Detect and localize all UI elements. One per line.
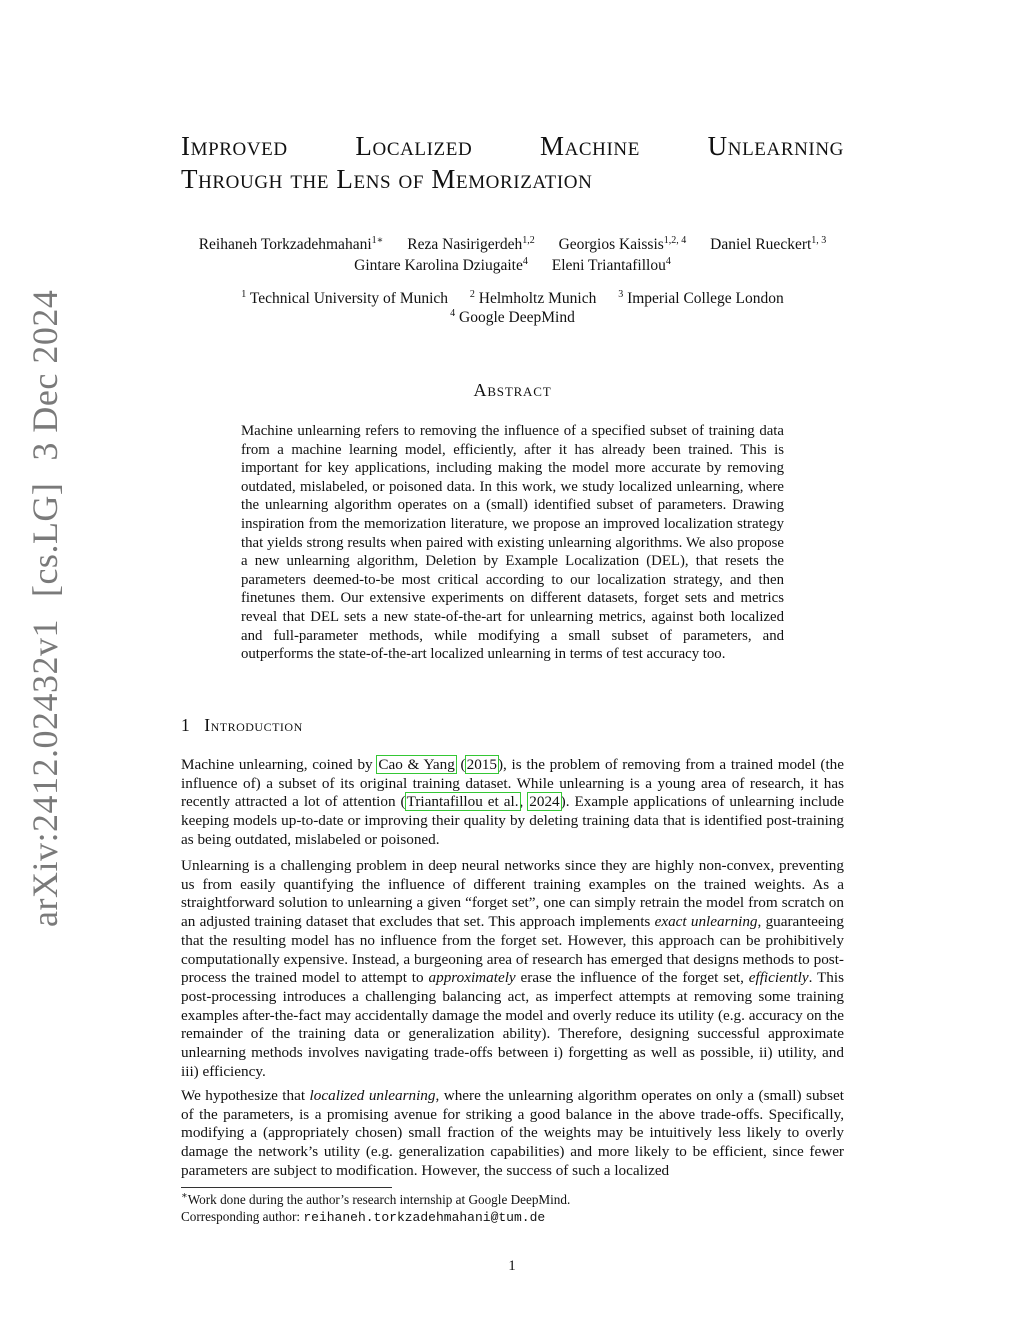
affiliation: $^4$ Google DeepMind xyxy=(450,307,575,326)
affiliation: $^3$ Imperial College London xyxy=(618,288,784,307)
footnote-rule xyxy=(181,1187,392,1188)
section-title: Introduction xyxy=(204,715,303,735)
title-word: Unlearning xyxy=(707,131,844,161)
affiliation: $^2$ Helmholtz Munich xyxy=(469,288,597,307)
affiliation-row xyxy=(160,289,865,308)
emphasis: exact unlearning xyxy=(654,913,758,931)
emphasis: efficiently xyxy=(748,969,809,987)
citation-link[interactable]: 2024 xyxy=(529,793,560,811)
author-row xyxy=(160,234,865,255)
email-link[interactable]: reihaneh.torkzadehmahani@tum.de xyxy=(303,1210,546,1225)
title-word: Improved xyxy=(181,131,288,161)
title-word: Machine xyxy=(539,131,640,161)
section-heading xyxy=(181,715,303,736)
arxiv-date: 3 Dec 2024 xyxy=(25,289,65,461)
footnotes xyxy=(181,1191,844,1226)
author: Reihaneh Torkzadehmahani$^{1∗}$ xyxy=(198,234,384,253)
arxiv-id: arXiv:2412.02432v1 xyxy=(25,619,65,927)
abstract-text: Machine unlearning refers to removing the influence of a specified subset of training data from a machine learning model, efficiently, after it has already been trained. This is important for key applications, including making the model more accurate by removing outdated, mislabeled, or poisoned data. In this work, we study localized unlearning, where the unlearning algorithm operates on a (small) identified subset of parameters. Drawing inspiration from the memorization literature, we propose an improved localization strategy that yields strong results when paired with existing unlearning algorithms. We also propose a new unlearning algorithm, Deletion by Example Localization (DEL), that resets the parameters deemed-to-be most critical according to our localization strategy, and then finetunes them. Our extensive experiments on different datasets, forget sets and metrics reveal that DEL sets a new state-of-the-art for unlearning metrics, against both localized and full-parameter methods, while modifying a small subset of parameters, and outperforms the state-of-the-art localized unlearning in terms of test accuracy too. xyxy=(241,423,784,663)
author: Gintare Karolina Dziugaite$^4$ xyxy=(354,255,528,274)
paper-title xyxy=(181,130,844,196)
affiliation-list xyxy=(160,289,865,327)
emphasis: localized unlearning xyxy=(309,1087,436,1104)
title-line-1 xyxy=(181,130,844,163)
corresponding-author: Corresponding author: reihaneh.torkzadehmahani@tum.de xyxy=(181,1209,546,1225)
footnote: ∗Work done during the author’s research internship at Google DeepMind. xyxy=(181,1190,571,1207)
abstract-heading: Abstract xyxy=(473,380,552,400)
citation-link[interactable]: 2015 xyxy=(466,756,497,773)
title-line-2: Through the Lens of Memorization xyxy=(181,164,593,194)
citation-link[interactable]: Triantafillou et al. xyxy=(406,793,519,811)
affiliation-row xyxy=(160,308,865,327)
arxiv-category: [cs.LG] xyxy=(25,482,65,598)
author: Georgios Kaissis$^{1,2, 4}$ xyxy=(558,234,687,253)
author: Eleni Triantafillou$^4$ xyxy=(551,255,671,274)
title-word: Localized xyxy=(355,131,473,161)
author: Reza Nasirigerdeh$^{1,2}$ xyxy=(407,234,535,253)
arxiv-side-stamp xyxy=(20,289,70,927)
section-number: 1 xyxy=(181,715,191,735)
affiliation: $^1$ Technical University of Munich xyxy=(241,288,449,307)
author-row xyxy=(160,255,865,276)
intro-paragraph-3: We hypothesize that localized unlearning, where the unlearning algorithm operates on only a (small) subset of the parameters, is a promising avenue for striking a good balance in the above trade-offs. Specifically, modifying a (appropriately chosen) small fraction of the weights may be intuitively less likely to overly damage the network’s utility (e.g. generalization capabilities) and more likely to be efficient, since fewer parameters are subject to modification. However, the success of such a localized xyxy=(181,1087,844,1179)
emphasis: approximately xyxy=(428,969,516,987)
intro-paragraph-2: Unlearning is a challenging problem in deep neural networks since they are highly non-convex, preventing us from easily quantifying the influence of different training examples on the trained weights. As a straightforward solution to unlearning a given “forget set”, one can simply retrain the model from scratch on an adjusted training dataset that excludes that set. This approach implements exact unlearning, guaranteeing that the resulting model has no influence from the forget set. However, this approach can be prohibitively computationally expensive. Instead, a burgeoning area of research has emerged that designs methods to post-process the trained model to attempt to approximately erase the influence of the forget set, efficiently. This post-processing introduces a challenging balancing act, as imperfect attempts at removing some training examples after-the-fact may accidentally damage the model and overly reduce its utility (e.g. accuracy on the remainder of the training data or generalization ability). Therefore, designing successful approximate unlearning methods involves navigating trade-offs between i) forgetting as well as possible, ii) utility, and iii) efficiency. xyxy=(181,857,845,1080)
author-list xyxy=(160,234,865,276)
intro-paragraph-1: Machine unlearning, coined by Cao & Yang (2015), is the problem of removing from a trained model (the influence of) a subset of its original training dataset. While unlearning is a young area of research, it has recently attracted a lot of attention (Triantafillou et al., 2024). Example applications of unlearning include keeping models up-to-date or improving their quality by deleting training data that is identified post-training as being outdated, mislabeled or poisoned. xyxy=(181,756,845,848)
page-number: 1 xyxy=(508,1258,516,1274)
author: Daniel Rueckert$^{1, 3}$ xyxy=(710,234,827,253)
citation-link[interactable]: Cao & Yang xyxy=(378,756,455,773)
